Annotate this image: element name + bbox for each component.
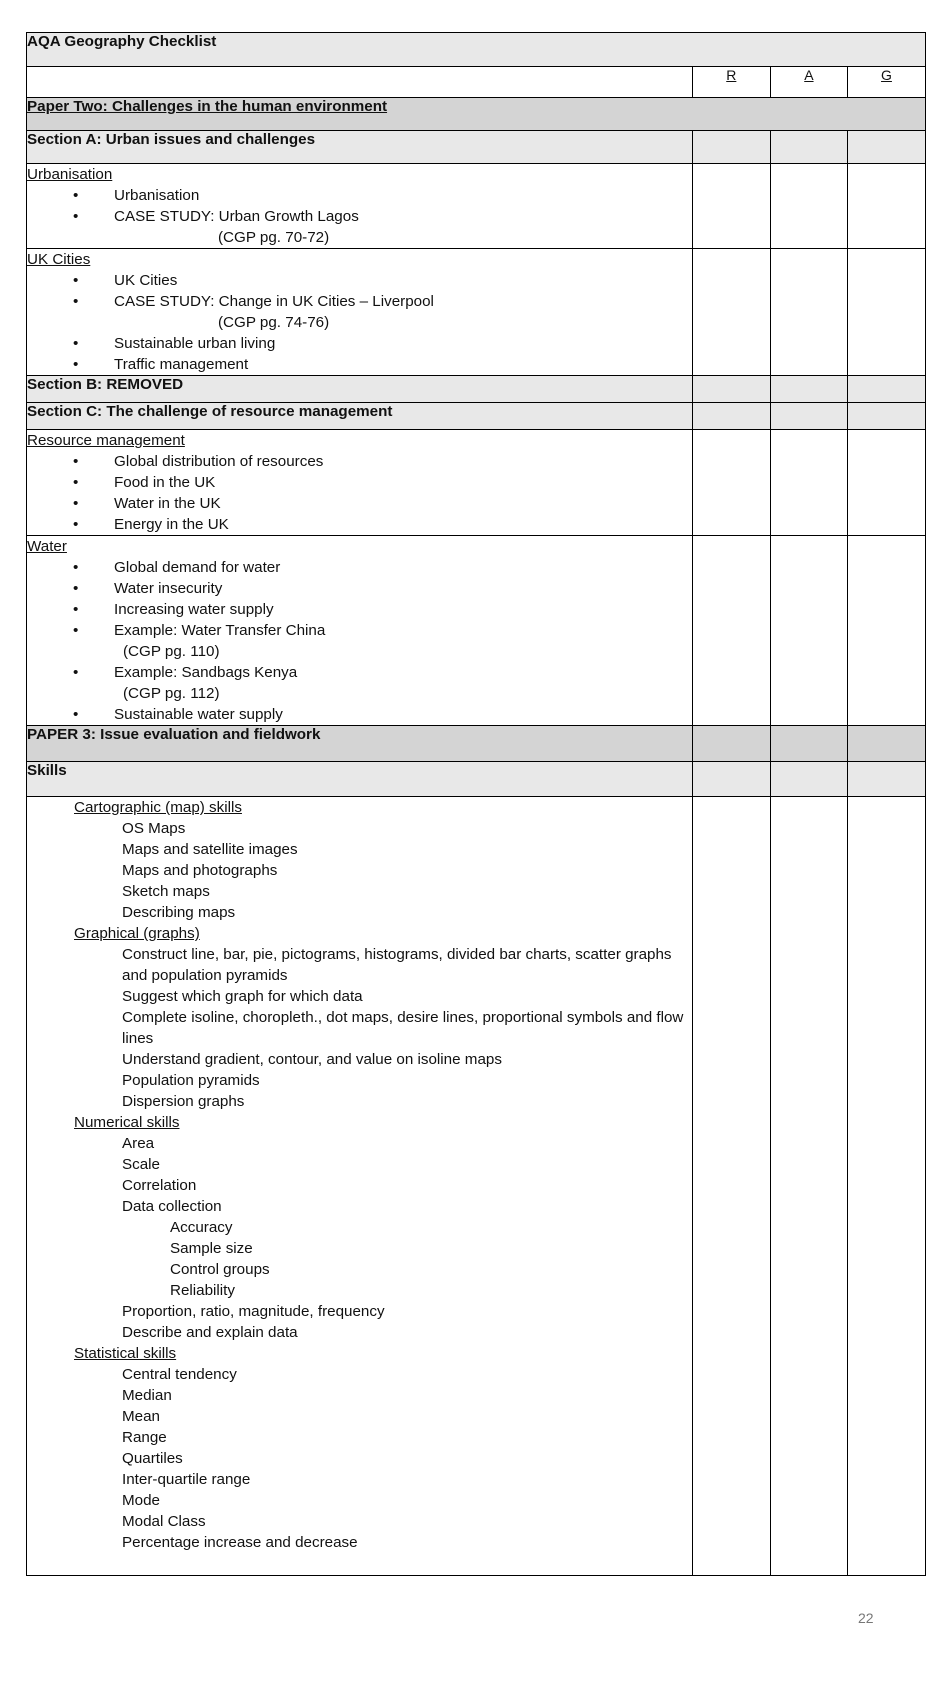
rag-header-row [27,67,926,98]
skill-item: Sketch maps [122,883,210,900]
rag-cell-g[interactable] [848,164,926,249]
cgp-reference: (CGP pg. 110) [123,643,220,660]
rag-cell-g[interactable] [848,726,926,762]
skill-item: OS Maps [122,820,186,837]
skill-item: Mode [122,1492,160,1509]
rag-cell-r[interactable] [693,131,771,164]
cgp-reference: (CGP pg. 74-76) [218,314,330,331]
skill-item: Area [122,1135,155,1152]
list-item: • Water insecurity [27,578,692,599]
skills-row [27,762,926,797]
water-cell [27,536,693,726]
list-item: • Sustainable urban living [27,333,692,354]
title-row [27,33,926,67]
skills-detail-cell [27,797,693,1576]
list-item: • Example: Sandbags Kenya [27,662,692,683]
skill-item: Modal Class [122,1513,206,1530]
page-number: 22 [858,1610,874,1626]
rag-cell-a[interactable] [770,249,848,376]
list-item: • Global demand for water [27,557,692,578]
uk-cities-heading: UK Cities [27,251,91,268]
rag-cell-a[interactable] [770,762,848,797]
checklist-table [26,32,926,1576]
rag-cell-r[interactable] [693,403,771,430]
section-a-heading: Section A: Urban issues and challenges [27,131,693,164]
list-item: • Traffic management [27,354,692,375]
skill-item: Data collection [122,1198,222,1215]
list-item: • Water in the UK [27,493,692,514]
topic-header-cell [27,67,693,98]
list-item: • Increasing water supply [27,599,692,620]
rag-cell-r[interactable] [693,164,771,249]
list-item: • UK Cities [27,270,692,291]
uk-cities-row [27,249,926,376]
resource-management-heading: Resource management [27,432,185,449]
rag-cell-r[interactable] [693,762,771,797]
rag-cell-a[interactable] [770,376,848,403]
section-b-heading: Section B: REMOVED [27,376,693,403]
paper-two-row [27,98,926,131]
rag-cell-g[interactable] [848,131,926,164]
numerical-heading: Numerical skills [74,1114,180,1131]
rag-cell-g[interactable] [848,403,926,430]
list-item: • Energy in the UK [27,514,692,535]
skill-item: Central tendency [122,1366,237,1383]
skill-subitem: Control groups [170,1261,270,1278]
skills-heading: Skills [27,762,693,797]
cgp-reference: (CGP pg. 70-72) [218,229,330,246]
skill-item: Understand gradient, contour, and value on isoline maps [122,1051,502,1068]
rag-cell-r[interactable] [693,797,771,1576]
paper-two-heading: Paper Two: Challenges in the human environment [27,98,926,131]
graphical-heading: Graphical (graphs) [74,925,200,942]
skill-item: Inter-quartile range [122,1471,251,1488]
rag-cell-a[interactable] [770,536,848,726]
list-item: • CASE STUDY: Urban Growth Lagos [27,206,692,227]
rag-cell-r[interactable] [693,536,771,726]
resource-management-row [27,430,926,536]
urbanisation-cell [27,164,693,249]
rag-cell-r[interactable] [693,376,771,403]
rag-cell-a[interactable] [770,430,848,536]
skill-item: Proportion, ratio, magnitude, frequency [122,1303,385,1320]
rag-cell-g[interactable] [848,762,926,797]
skill-item: Percentage increase and decrease [122,1534,358,1551]
list-item: • Example: Water Transfer China [27,620,692,641]
skill-item: Suggest which graph for which data [122,988,363,1005]
rag-header-r: R [693,67,771,98]
resource-management-cell [27,430,693,536]
rag-cell-a[interactable] [770,726,848,762]
skill-item: Describing maps [122,904,236,921]
section-b-row [27,376,926,403]
paper-three-heading: PAPER 3: Issue evaluation and fieldwork [27,726,693,762]
section-c-heading: Section C: The challenge of resource management [27,403,693,430]
rag-header-a: A [770,67,848,98]
skill-subitem: Sample size [170,1240,253,1257]
skill-item: Correlation [122,1177,197,1194]
skill-item: Maps and satellite images [122,841,298,858]
paper-three-row [27,726,926,762]
uk-cities-cell [27,249,693,376]
rag-cell-a[interactable] [770,131,848,164]
skills-detail-row [27,797,926,1576]
skill-item: Scale [122,1156,160,1173]
water-row [27,536,926,726]
rag-cell-a[interactable] [770,403,848,430]
rag-cell-r[interactable] [693,249,771,376]
skill-item: Range [122,1429,167,1446]
skill-subitem: Accuracy [170,1219,233,1236]
list-item: • CASE STUDY: Change in UK Cities – Liverpool [27,291,692,312]
skill-item: Complete isoline, choropleth., dot maps, desire lines, proportional symbols and flow lines [122,1009,684,1047]
checklist-title: AQA Geography Checklist [27,33,926,67]
list-item: • Global distribution of resources [27,451,692,472]
skill-item: Mean [122,1408,160,1425]
rag-cell-a[interactable] [770,797,848,1576]
skill-item: Dispersion graphs [122,1093,245,1110]
skill-subitem: Reliability [170,1282,235,1299]
section-a-row [27,131,926,164]
list-item: • Urbanisation [27,185,692,206]
rag-cell-a[interactable] [770,164,848,249]
statistical-heading: Statistical skills [74,1345,177,1362]
section-c-row [27,403,926,430]
rag-cell-g[interactable] [848,536,926,726]
rag-cell-r[interactable] [693,726,771,762]
skill-item: Construct line, bar, pie, pictograms, histograms, divided bar charts, scatter graphs and population pyramids [122,946,672,984]
skill-item: Describe and explain data [122,1324,298,1341]
rag-header-g: G [848,67,926,98]
rag-cell-g[interactable] [848,430,926,536]
water-heading: Water [27,538,67,555]
rag-cell-r[interactable] [693,430,771,536]
skill-item: Maps and photographs [122,862,278,879]
cgp-reference: (CGP pg. 112) [123,685,220,702]
rag-cell-g[interactable] [848,376,926,403]
skill-item: Quartiles [122,1450,183,1467]
skill-item: Median [122,1387,172,1404]
list-item: • Food in the UK [27,472,692,493]
rag-cell-g[interactable] [848,797,926,1576]
skill-item: Population pyramids [122,1072,260,1089]
rag-cell-g[interactable] [848,249,926,376]
list-item: • Sustainable water supply [27,704,692,725]
urbanisation-heading: Urbanisation [27,166,113,183]
cartographic-heading: Cartographic (map) skills [74,799,242,816]
urbanisation-row [27,164,926,249]
